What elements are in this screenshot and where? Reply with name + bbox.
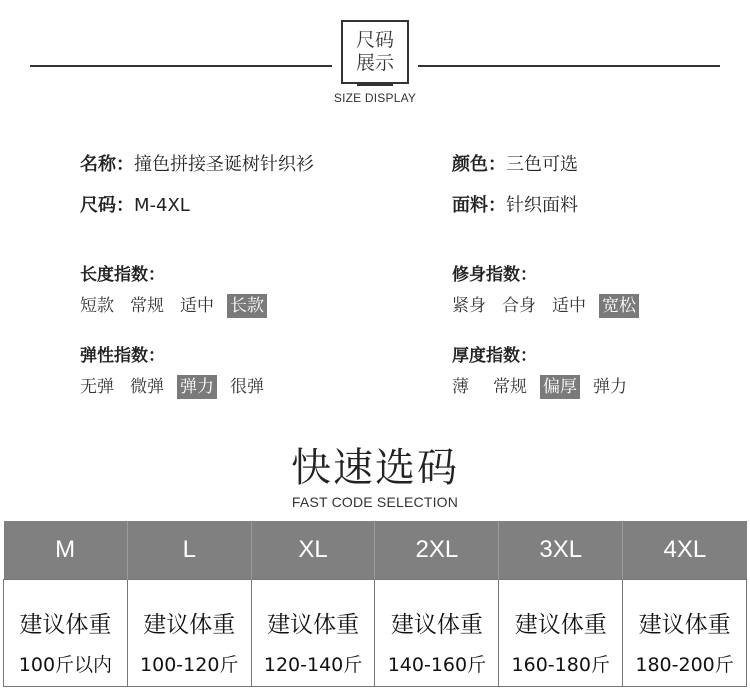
elastic-option: 弹力 bbox=[177, 375, 217, 399]
info-name-value: 撞色拼接圣诞树针织衫 bbox=[134, 154, 314, 175]
info-color-label: 颜色： bbox=[452, 154, 506, 175]
elastic-option: 很弹 bbox=[230, 377, 264, 397]
header-title-line2: 展示 bbox=[355, 52, 394, 74]
size-header-cell: 3XL bbox=[499, 521, 623, 580]
weight-range-cell: 160-180斤 bbox=[499, 640, 623, 687]
info-size-value: M-4XL bbox=[134, 195, 190, 216]
size-header-cell: XL bbox=[251, 521, 375, 580]
header-line-left bbox=[30, 65, 332, 67]
fit-option: 适中 bbox=[552, 296, 586, 316]
thickness-option: 薄 bbox=[452, 377, 469, 397]
quick-select-subtitle: FAST CODE SELECTION bbox=[291, 494, 459, 510]
weight-label-cell: 建议体重 bbox=[499, 580, 623, 641]
quick-select-title: 快速选码 bbox=[291, 445, 459, 491]
weight-label-cell: 建议体重 bbox=[127, 580, 251, 641]
fit-option: 紧身 bbox=[452, 296, 486, 316]
info-color bbox=[452, 150, 578, 176]
thickness-index-title: 厚度指数： bbox=[452, 346, 537, 366]
size-header-cell: L bbox=[127, 521, 251, 580]
header-title-underline bbox=[357, 82, 393, 86]
weight-range-cell: 120-140斤 bbox=[251, 640, 375, 687]
fit-option: 宽松 bbox=[599, 294, 639, 318]
size-table bbox=[3, 521, 747, 687]
info-fabric-label: 面料： bbox=[452, 195, 506, 216]
thickness-index-options bbox=[449, 375, 640, 399]
length-option: 长款 bbox=[227, 294, 267, 318]
info-name bbox=[80, 150, 314, 176]
header-subtitle: SIZE DISPLAY bbox=[333, 91, 417, 105]
header-title-box bbox=[341, 20, 409, 84]
elastic-index-options bbox=[77, 375, 277, 399]
length-index-options bbox=[77, 294, 277, 318]
header-line-right bbox=[418, 65, 720, 67]
weight-range-cell: 180-200斤 bbox=[623, 640, 747, 687]
elastic-index-title: 弹性指数： bbox=[80, 346, 165, 366]
length-option: 适中 bbox=[180, 296, 214, 316]
elastic-option: 微弹 bbox=[130, 377, 164, 397]
weight-label-cell: 建议体重 bbox=[375, 580, 499, 641]
info-color-value: 三色可选 bbox=[506, 154, 578, 175]
weight-label-cell: 建议体重 bbox=[4, 580, 128, 641]
length-index-title: 长度指数： bbox=[80, 265, 165, 285]
length-option: 短款 bbox=[80, 296, 114, 316]
fit-index-title: 修身指数： bbox=[452, 265, 537, 285]
weight-range-row bbox=[4, 640, 747, 687]
header-title-line1: 尺码 bbox=[355, 29, 394, 51]
size-header-row bbox=[4, 521, 747, 580]
info-fabric bbox=[452, 191, 578, 217]
size-header-cell: 4XL bbox=[623, 521, 747, 580]
thickness-option: 弹力 bbox=[593, 377, 627, 397]
thickness-option: 常规 bbox=[493, 377, 527, 397]
weight-range-cell: 140-160斤 bbox=[375, 640, 499, 687]
length-option: 常规 bbox=[130, 296, 164, 316]
info-size-label: 尺码： bbox=[80, 195, 134, 216]
weight-label-cell: 建议体重 bbox=[623, 580, 747, 641]
info-size bbox=[80, 191, 190, 217]
fit-index-options bbox=[449, 294, 649, 318]
weight-label-cell: 建议体重 bbox=[251, 580, 375, 641]
weight-range-cell: 100-120斤 bbox=[127, 640, 251, 687]
elastic-option: 无弹 bbox=[80, 377, 114, 397]
weight-label-row bbox=[4, 580, 747, 641]
weight-range-cell: 100斤以内 bbox=[4, 640, 128, 687]
info-fabric-value: 针织面料 bbox=[506, 195, 578, 216]
thickness-option: 偏厚 bbox=[540, 375, 580, 399]
size-header-cell: 2XL bbox=[375, 521, 499, 580]
fit-option: 合身 bbox=[502, 296, 536, 316]
info-name-label: 名称： bbox=[80, 154, 134, 175]
size-header-cell: M bbox=[4, 521, 128, 580]
